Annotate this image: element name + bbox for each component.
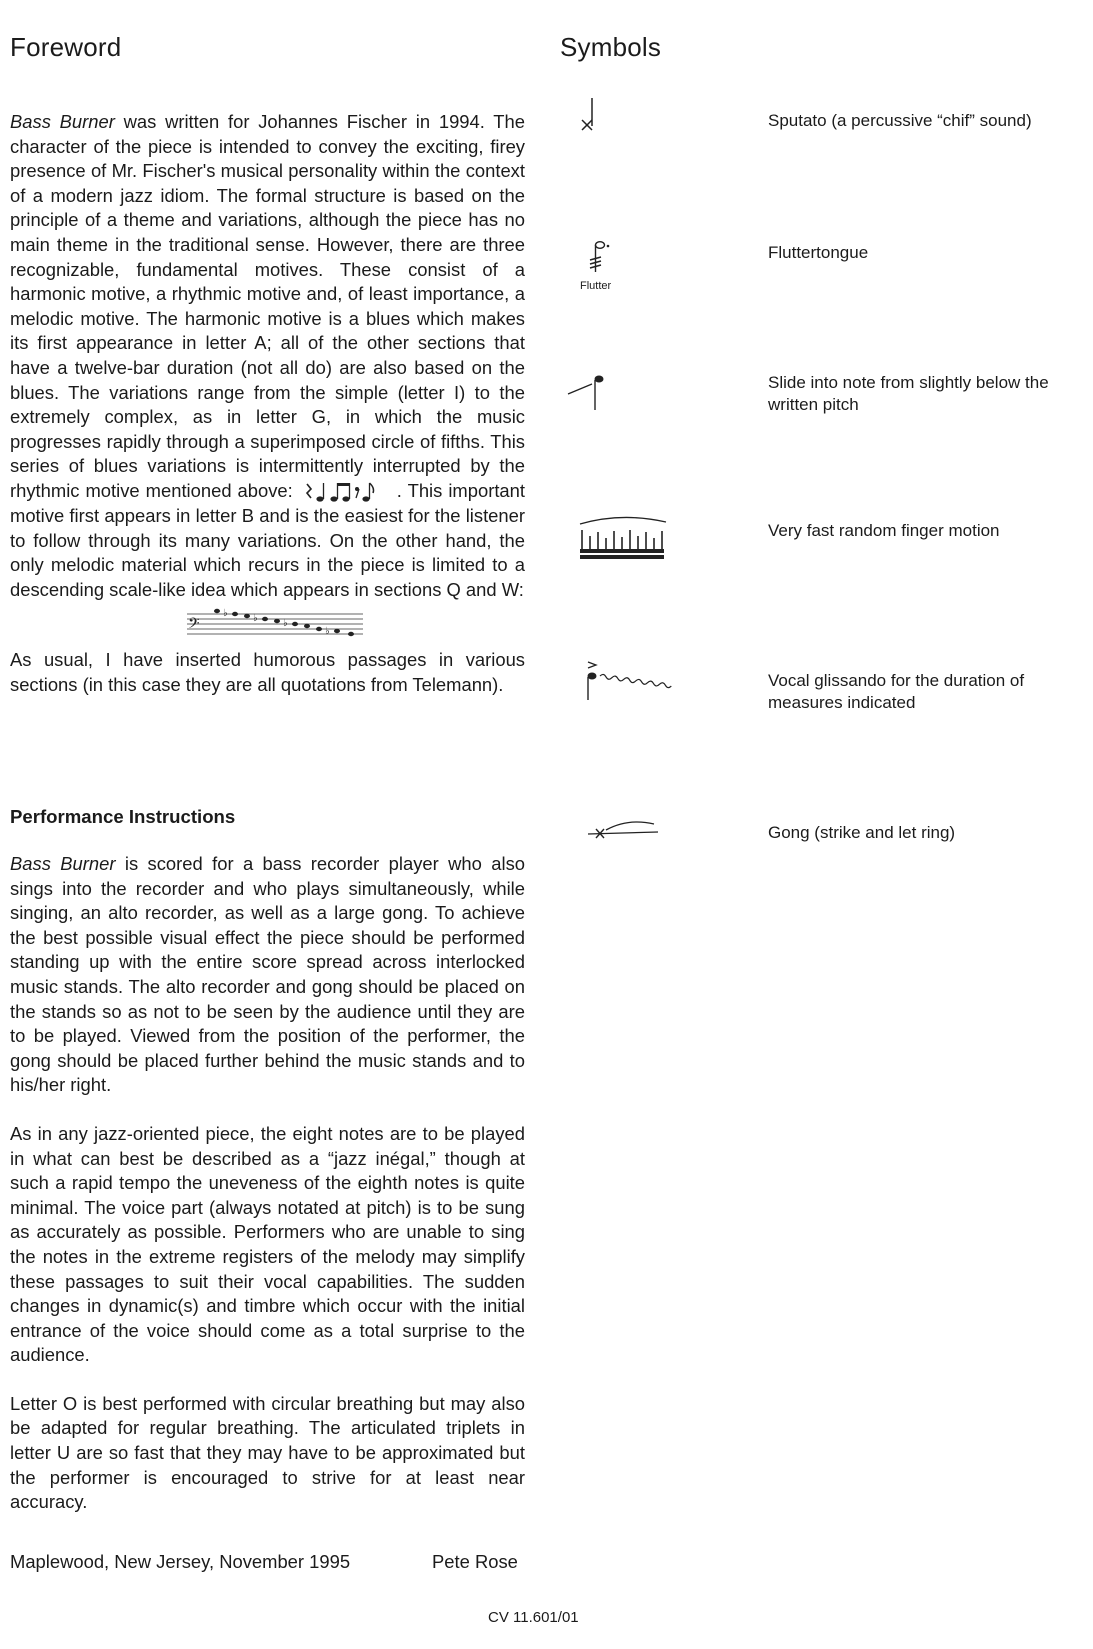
symbol-label-slide: Slide into note from slightly below the written pitch bbox=[768, 373, 1049, 414]
foreword-paragraph-2: As usual, I have inserted humorous passages in various sections (in this case they are all quotations from Telemann). bbox=[10, 649, 525, 696]
svg-text:♭: ♭ bbox=[283, 618, 288, 630]
rhythm-motive-icon bbox=[303, 480, 393, 504]
foreword-paragraph-1 bbox=[10, 110, 525, 602]
sputato-icon bbox=[578, 96, 602, 136]
svg-text:𝄢: 𝄢 bbox=[188, 615, 200, 637]
flutter-caption: Flutter bbox=[580, 280, 612, 292]
svg-text:♭: ♭ bbox=[223, 608, 228, 620]
symbol-label-vocal-glissando: Vocal glissando for the duration of measures indicated bbox=[768, 671, 1025, 712]
foreword-paragraph-1-text: was written for Johannes Fischer in 1994. The character of the piece is intended to convey the exciting, firey presence of Mr. Fischer's musical personality within the context of a modern jazz idiom. The formal structure is based on the principle of a theme and variations, although the piece has no main theme in the traditional sense. However, there are three recognizable, fundamental motives. These consist of a harmonic motive, a rhythmic motive and, of least importance, a melodic motive. The harmonic motive is a blues which makes its first appearance in letter A; all of the other sections that have a twelve-bar duration (not all do) are also based on the blues. The variations range from the simple (letter I) to the extremely complex, as in letter G, in which the music progresses rapidly through a superimposed circle of fifths. This series of blues variations is intermittently interrupted by the rhythmic motive mentioned above: bbox=[10, 111, 525, 501]
author-name: Pete Rose bbox=[432, 1551, 518, 1572]
piece-title: Bass Burner bbox=[10, 111, 115, 132]
performance-paragraph-2: As in any jazz-oriented piece, the eight notes are to be played in what can best be described as a “jazz inégal,” though at such a rapid tempo the uneveness of the eighth notes is quite minimal. The voice part (always notated at pitch) is to be sung as accurately as possible. Performers who are unable to sing the notes in the extreme registers of the melody may simplify these passages to suit their vocal capabilities. The sudden changes in dynamic(s) and timbre which occur with the initial entrance of the voice should come as a total surprise to the audience. bbox=[10, 1122, 525, 1366]
foreword-body bbox=[10, 110, 525, 698]
performance-paragraph-3: Letter O is best performed with circular breathing but may also be adapted for regular breathing. The articulated triplets in letter U are so fast that they may have to be approximated but the performer is encouraged to strive for at least near accuracy. bbox=[10, 1392, 525, 1513]
symbol-label-gong: Gong (strike and let ring) bbox=[768, 823, 956, 842]
melodic-motive-staff-icon bbox=[185, 606, 365, 638]
performance-body bbox=[10, 852, 525, 1539]
performance-paragraph-1-text: is scored for a bass recorder player who also sings into the recorder and who plays simultaneously, while singing, an alto recorder, as well as a large gong. To achieve the best possible visual effect the piece should be performed standing up with the entire score spread across interlocked music stands. The alto recorder and gong should be placed on the stands so as not to be seen by the audience until they are to be played. Viewed from the position of the performer, the gong should be placed further behind the music stands and to his/her right. bbox=[10, 853, 525, 1096]
symbols-heading: Symbols bbox=[560, 32, 662, 62]
svg-text:♭: ♭ bbox=[253, 613, 258, 625]
performance-paragraph-1 bbox=[10, 852, 525, 1098]
piece-title: Bass Burner bbox=[10, 853, 116, 874]
fluttertongue-icon bbox=[584, 238, 614, 278]
finger-motion-icon bbox=[576, 510, 670, 562]
catalog-number: CV 11.601/01 bbox=[488, 1609, 579, 1626]
symbol-label-sputato: Sputato (a percussive “chif” sound) bbox=[768, 111, 1032, 130]
foreword-heading: Foreword bbox=[10, 32, 122, 62]
gong-icon bbox=[584, 816, 660, 846]
foreword-paragraph-1-text-after: . This important motive first appears in letter B and is the easiest for the listener to follow through its many variations. On the other hand, the only melodic material which recurs in the piece is limited to a descending scale-like idea which appears in sections Q and W: bbox=[10, 479, 525, 600]
place-date: Maplewood, New Jersey, November 1995 bbox=[10, 1551, 351, 1572]
symbol-label-fluttertongue: Fluttertongue bbox=[768, 243, 869, 262]
symbol-label-finger-motion: Very fast random finger motion bbox=[768, 521, 1000, 540]
svg-text:♭: ♭ bbox=[325, 626, 330, 638]
performance-heading: Performance Instructions bbox=[10, 806, 236, 827]
slide-note-icon bbox=[566, 372, 610, 412]
vocal-glissando-icon bbox=[582, 660, 678, 704]
